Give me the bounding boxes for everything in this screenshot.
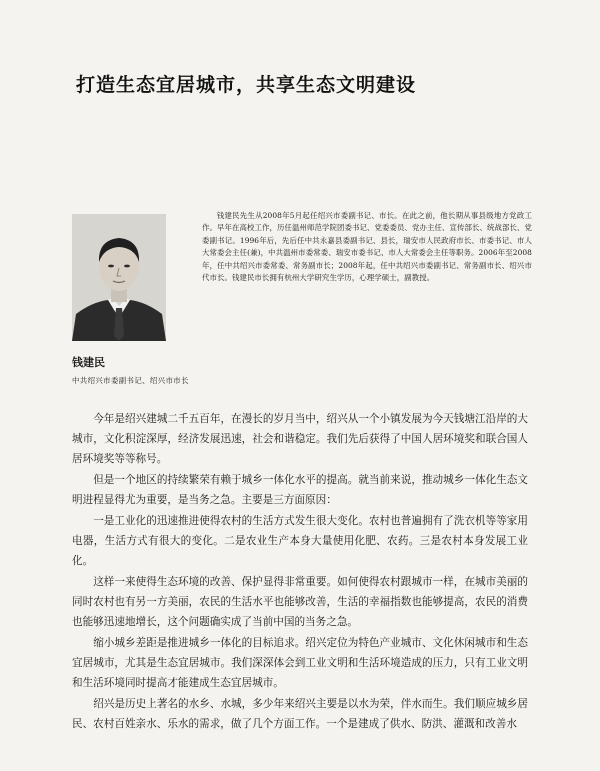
body-paragraph: 今年是绍兴建城二千五百年，在漫长的岁月当中，绍兴从一个小镇发展为今天钱塘江沿岸的大城市，文化积淀深厚，经济发展迅速，社会和谐稳定。我们先后获得了中国人居环境奖和联合国人居环境奖等等称号。	[72, 413, 528, 465]
body-paragraph: 缩小城乡差距是推进城乡一体化的目标追求。绍兴定位为特色产业城市、文化休闲城市和生态宜居城市，尤其是生态宜居城市。我们深深体会到工业文明和生活环境造成的压力，只有工业文明和生活环境同时提高才能建成生态宜居城市。	[72, 637, 528, 689]
article-body	[72, 409, 528, 735]
biography	[202, 210, 532, 284]
biography-text: 钱建民先生从2008年5月起任绍兴市委副书记、市长。在此之前，他长期从事县级地方党政工作。早年在高校工作，历任温州师范学院团委书记、党委委员、党办主任、宣传部长、统战部长、党委副书记。1996年后，先后任中共永嘉县委副书记、县长，瑞安市人民政府市长、市委书记、市人大常委会主任(兼)，中共温州市委常委、瑞安市委书记、市人大常委会主任等职务。2006年至2008年，任中共绍兴市委常委、常务副市长；2008年起，任中共绍兴市委副书记、常务副市长、绍兴市代市长。钱建民市长拥有杭州大学研究生学历，心理学硕士，副教授。	[202, 211, 532, 283]
body-paragraph: 但是一个地区的持续繁荣有赖于城乡一体化水平的提高。就当前来说，推动城乡一体化生态文明进程显得尤为重要，是当务之急。主要是三方面原因：	[72, 474, 528, 506]
body-paragraph: 一是工业化的迅速推进使得农村的生活方式发生很大变化。农村也普遍拥有了洗衣机等等家用电器，生活方式有很大的变化。二是农业生产本身大量使用化肥、农药。三是农村本身发展工业化。	[72, 515, 528, 567]
portrait-photo-graphic	[72, 214, 166, 341]
person-name: 钱建民	[72, 356, 105, 369]
body-paragraph: 这样一来使得生态环境的改善、保护显得非常重要。如何使得农村跟城市一样，在城市美丽的同时农村也有另一方美丽，农民的生活水平也能够改善，生活的幸福指数也能够提高，农民的消费也能够迅速地增长，这个问题确实成了当前中国的当务之急。	[72, 576, 528, 628]
portrait-photo	[72, 214, 166, 341]
body-paragraph: 绍兴是历史上著名的水乡、水城，多少年来绍兴主要是以水为荣，伴水而生。我们顺应城乡居民、农村百姓亲水、乐水的需求，做了几个方面工作。一个是建成了供水、防洪、灌溉和改善水	[72, 698, 528, 730]
article-title: 打造生态宜居城市，共享生态文明建设	[76, 74, 417, 96]
person-role: 中共绍兴市委副书记、绍兴市市长	[72, 376, 189, 385]
